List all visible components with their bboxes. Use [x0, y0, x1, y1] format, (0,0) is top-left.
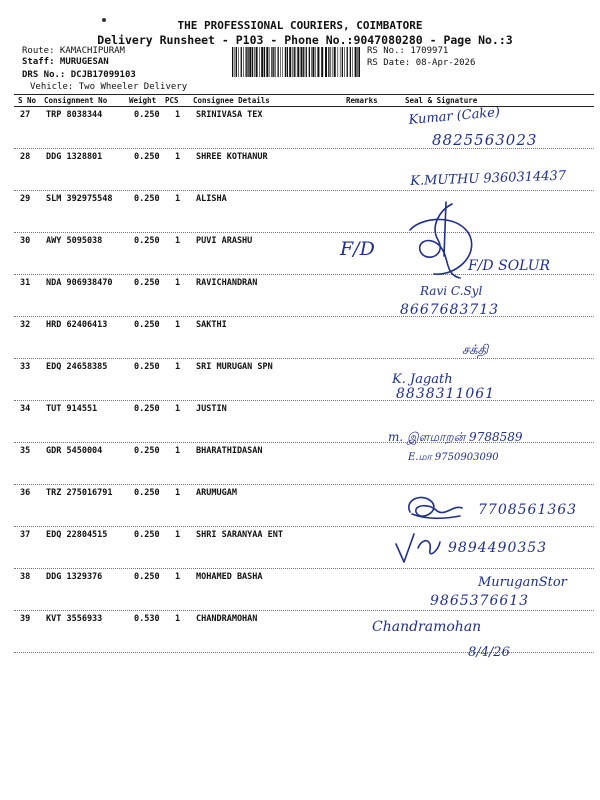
- table-row: [0, 318, 600, 360]
- row-weight: 0.250: [134, 152, 160, 162]
- row-consignment: EDQ 22804515: [46, 530, 108, 540]
- row-weight: 0.250: [134, 530, 160, 540]
- row-sno: 32: [20, 320, 31, 330]
- remark-row30: F/D: [340, 238, 375, 260]
- col-consignment: Consignment No: [44, 96, 108, 105]
- row-divider: [14, 526, 594, 527]
- row-consignee: RAVICHANDRAN: [196, 278, 258, 288]
- signature-row38-name: MuruganStor: [478, 575, 567, 590]
- row-weight: 0.250: [134, 320, 160, 330]
- table-row: [0, 444, 600, 486]
- row-consignment: HRD 62406413: [46, 320, 108, 330]
- signature-row27-phone: 8825563023: [432, 131, 538, 149]
- row-weight: 0.530: [134, 614, 160, 624]
- row-pcs: 1: [175, 110, 181, 120]
- row-weight: 0.250: [134, 110, 160, 120]
- col-sno: S No: [18, 96, 37, 105]
- row-sno: 27: [20, 110, 31, 120]
- staff-label: Staff: MURUGESAN: [22, 57, 109, 67]
- table-row: [0, 360, 600, 402]
- signature-row31-name: Ravi C.Syl: [420, 284, 483, 298]
- rs-number: RS No.: 1709971: [367, 46, 449, 56]
- row-weight: 0.250: [134, 362, 160, 372]
- route-label: Route: KAMACHIPURAM: [22, 46, 125, 56]
- row-sno: 37: [20, 530, 31, 540]
- signature-row27-name: Kumar (Cake): [408, 105, 501, 128]
- row-divider: [14, 568, 594, 569]
- header-rule-top: [14, 94, 594, 95]
- row-consignment: SLM 392975548: [46, 194, 113, 204]
- row-pcs: 1: [175, 320, 181, 330]
- col-pcs: PCS: [165, 96, 179, 105]
- row-consignment: TUT 914551: [46, 404, 98, 414]
- row-pcs: 1: [175, 236, 181, 246]
- row-consignment: AWY 5095038: [46, 236, 103, 246]
- row-divider: [14, 232, 594, 233]
- row-pcs: 1: [175, 572, 181, 582]
- row-consignee: BHARATHIDASAN: [196, 446, 263, 456]
- col-remarks: Remarks: [346, 96, 378, 105]
- row-weight: 0.250: [134, 404, 160, 414]
- vehicle-label: Vehicle: Two Wheeler Delivery: [30, 82, 188, 92]
- row-sno: 39: [20, 614, 31, 624]
- signature-row30: F/D SOLUR: [468, 258, 551, 274]
- row-sno: 34: [20, 404, 31, 414]
- row-sno: 29: [20, 194, 31, 204]
- row-consignee: PUVI ARASHU: [196, 236, 253, 246]
- table-row: [0, 612, 600, 654]
- row-pcs: 1: [175, 488, 181, 498]
- company-title: THE PROFESSIONAL COURIERS, COIMBATORE: [177, 19, 423, 32]
- table-row: [0, 276, 600, 318]
- row-sno: 28: [20, 152, 31, 162]
- row-sno: 36: [20, 488, 31, 498]
- col-seal: Seal & Signature: [405, 96, 478, 105]
- signature-row39-date: 8/4/26: [468, 645, 510, 660]
- row-divider: [14, 316, 594, 317]
- signature-row32: சக்தி: [462, 343, 489, 358]
- barcode: [232, 47, 360, 77]
- signature-row31-phone: 8667683713: [400, 302, 500, 318]
- row-sno: 30: [20, 236, 31, 246]
- signature-row35-b: E.மா 9750903090: [408, 452, 499, 463]
- row-consignment: TRZ 275016791: [46, 488, 113, 498]
- row-divider: [14, 190, 594, 191]
- row-pcs: 1: [175, 530, 181, 540]
- header-rule-bottom: [14, 106, 594, 107]
- row-weight: 0.250: [134, 572, 160, 582]
- signature-row33-name: K. Jagath: [392, 372, 453, 387]
- signature-row28: K.MUTHU 9360314437: [410, 168, 567, 189]
- row-sno: 31: [20, 278, 31, 288]
- row-consignment: DDG 1329376: [46, 572, 103, 582]
- row-pcs: 1: [175, 278, 181, 288]
- row-pcs: 1: [175, 194, 181, 204]
- row-pcs: 1: [175, 362, 181, 372]
- row-sno: 33: [20, 362, 31, 372]
- row-weight: 0.250: [134, 446, 160, 456]
- row-consignee: SRINIVASA TEX: [196, 110, 263, 120]
- signature-scribble-row36: [402, 490, 468, 526]
- runsheet-subtitle: Delivery Runsheet - P103 - Phone No.:9047080280 - Page No.:3: [97, 33, 513, 47]
- row-consignee: MOHAMED BASHA: [196, 572, 263, 582]
- row-consignee: CHANDRAMOHAN: [196, 614, 258, 624]
- col-consignee: Consignee Details: [193, 96, 270, 105]
- signature-row33-phone: 8838311061: [396, 386, 496, 402]
- row-consignee: SRI MURUGAN SPN: [196, 362, 273, 372]
- row-consignee: SHREE KOTHANUR: [196, 152, 268, 162]
- row-consignment: EDQ 24658385: [46, 362, 108, 372]
- row-consignment: NDA 906938470: [46, 278, 113, 288]
- row-divider: [14, 484, 594, 485]
- row-pcs: 1: [175, 446, 181, 456]
- row-weight: 0.250: [134, 488, 160, 498]
- drs-number: DRS No.: DCJB17099103: [22, 70, 136, 80]
- row-consignment: KVT 3556933: [46, 614, 103, 624]
- row-divider: [14, 274, 594, 275]
- row-consignee: ARUMUGAM: [196, 488, 237, 498]
- row-divider: [14, 358, 594, 359]
- table-row: [0, 192, 600, 234]
- signature-row37-phone: 9894490353: [448, 540, 548, 556]
- signature-row38-phone: 9865376613: [430, 593, 530, 609]
- row-consignment: GDR 5450004: [46, 446, 103, 456]
- signature-scribble-row37: [392, 528, 442, 568]
- rs-date: RS Date: 08-Apr-2026: [367, 58, 476, 68]
- signature-row39-name: Chandramohan: [372, 619, 482, 635]
- row-divider: [14, 610, 594, 611]
- row-pcs: 1: [175, 404, 181, 414]
- row-weight: 0.250: [134, 278, 160, 288]
- row-consignment: TRP 8038344: [46, 110, 103, 120]
- signature-row36-phone: 7708561363: [478, 502, 578, 518]
- row-sno: 35: [20, 446, 31, 456]
- row-pcs: 1: [175, 152, 181, 162]
- signature-scribble-row29: [400, 196, 480, 288]
- signature-row35-a: m. இளமாறன் 9788589: [388, 430, 523, 444]
- row-consignee: SAKTHI: [196, 320, 227, 330]
- row-consignee: ALISHA: [196, 194, 227, 204]
- row-consignee: JUSTIN: [196, 404, 227, 414]
- row-consignment: DDG 1328801: [46, 152, 103, 162]
- row-consignee: SHRI SARANYAA ENT: [196, 530, 283, 540]
- row-pcs: 1: [175, 614, 181, 624]
- row-weight: 0.250: [134, 236, 160, 246]
- row-weight: 0.250: [134, 194, 160, 204]
- row-divider: [14, 400, 594, 401]
- row-sno: 38: [20, 572, 31, 582]
- col-weight: Weight: [129, 96, 157, 105]
